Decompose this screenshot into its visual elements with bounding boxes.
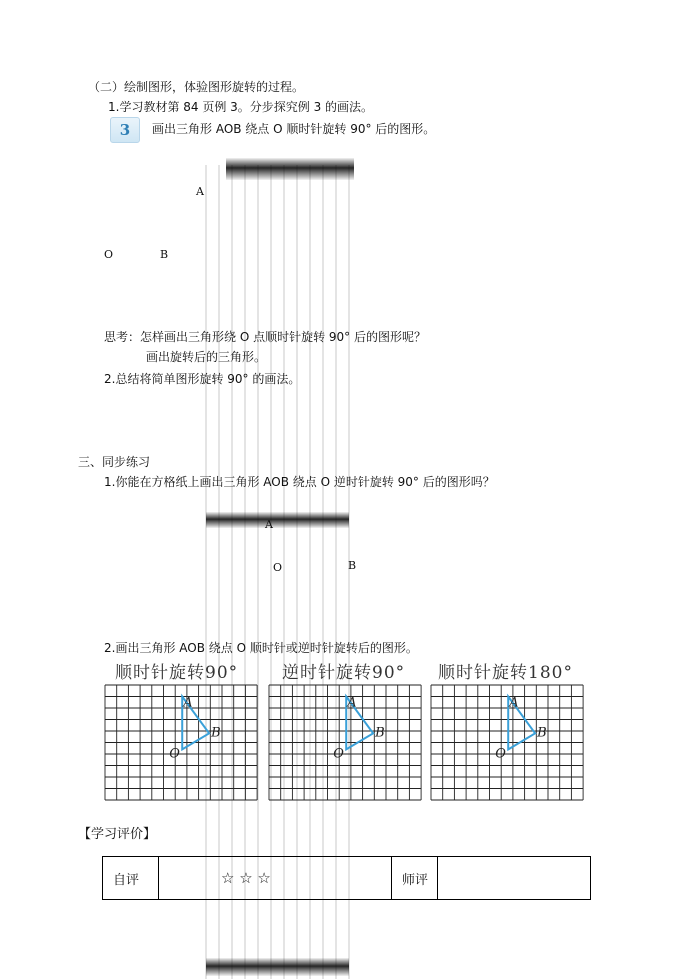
teacher-eval-label: 师评 [392, 857, 438, 900]
grid-label-a: A [347, 695, 357, 711]
evaluation-heading: 【学习评价】 [78, 827, 157, 842]
section2-item2: 2.总结将简单图形旋转 90° 的画法。 [104, 372, 301, 386]
fig2-point-a: A [265, 518, 273, 531]
grid-label-o: O [495, 746, 506, 762]
think-question: 思考：怎样画出三角形绕 O 点顺时针旋转 90° 后的图形呢？ [104, 330, 426, 344]
grid2-title: 逆时针旋转90° [282, 663, 406, 683]
fig1-point-a: A [196, 185, 204, 198]
question-2: 2.画出三角形 AOB 绕点 O 顺时针或逆时针旋转后的图形。 [104, 641, 418, 655]
section3-heading: 三、同步练习 [78, 455, 151, 469]
grid-label-o: O [169, 746, 180, 762]
grid-label-b: B [211, 725, 221, 741]
grid-clockwise-180 [430, 684, 585, 801]
self-eval-stars[interactable]: ☆ ☆ ☆ [159, 857, 392, 900]
grid1-title: 顺时针旋转90° [115, 663, 239, 683]
section2-heading: （二）绘制图形，体验图形旋转的过程。 [88, 80, 305, 94]
grid-counterclockwise-90 [268, 684, 423, 801]
grid-label-a: A [509, 695, 519, 711]
self-eval-label: 自评 [103, 857, 159, 900]
grid3-title: 顺时针旋转180° [438, 663, 573, 683]
dark-band-top [226, 158, 354, 180]
grid-label-o: O [333, 746, 344, 762]
fig2-point-o: O [273, 561, 283, 574]
dark-band-middle [206, 512, 349, 528]
section2-item1: 1.学习教材第 84 页例 3。分步探究例 3 的画法。 [108, 100, 374, 114]
grid-label-b: B [537, 725, 547, 741]
fig1-point-b: B [160, 248, 169, 261]
example-badge: 3 [110, 117, 140, 143]
fig2-point-b: B [348, 559, 357, 572]
evaluation-table [102, 856, 591, 900]
example-text: 画出三角形 AOB 绕点 O 顺时针旋转 90° 后的图形。 [152, 122, 436, 136]
question-1: 1.你能在方格纸上画出三角形 AOB 绕点 O 逆时针旋转 90° 后的图形吗？ [104, 475, 495, 489]
grid-clockwise-90 [104, 684, 259, 801]
think-instruction: 画出旋转后的三角形。 [146, 350, 267, 364]
grid-label-a: A [183, 695, 193, 711]
teacher-eval-field[interactable] [438, 857, 591, 900]
grid-label-b: B [375, 725, 385, 741]
fig1-point-o: O [104, 248, 114, 261]
dark-band-bottom [206, 958, 349, 976]
